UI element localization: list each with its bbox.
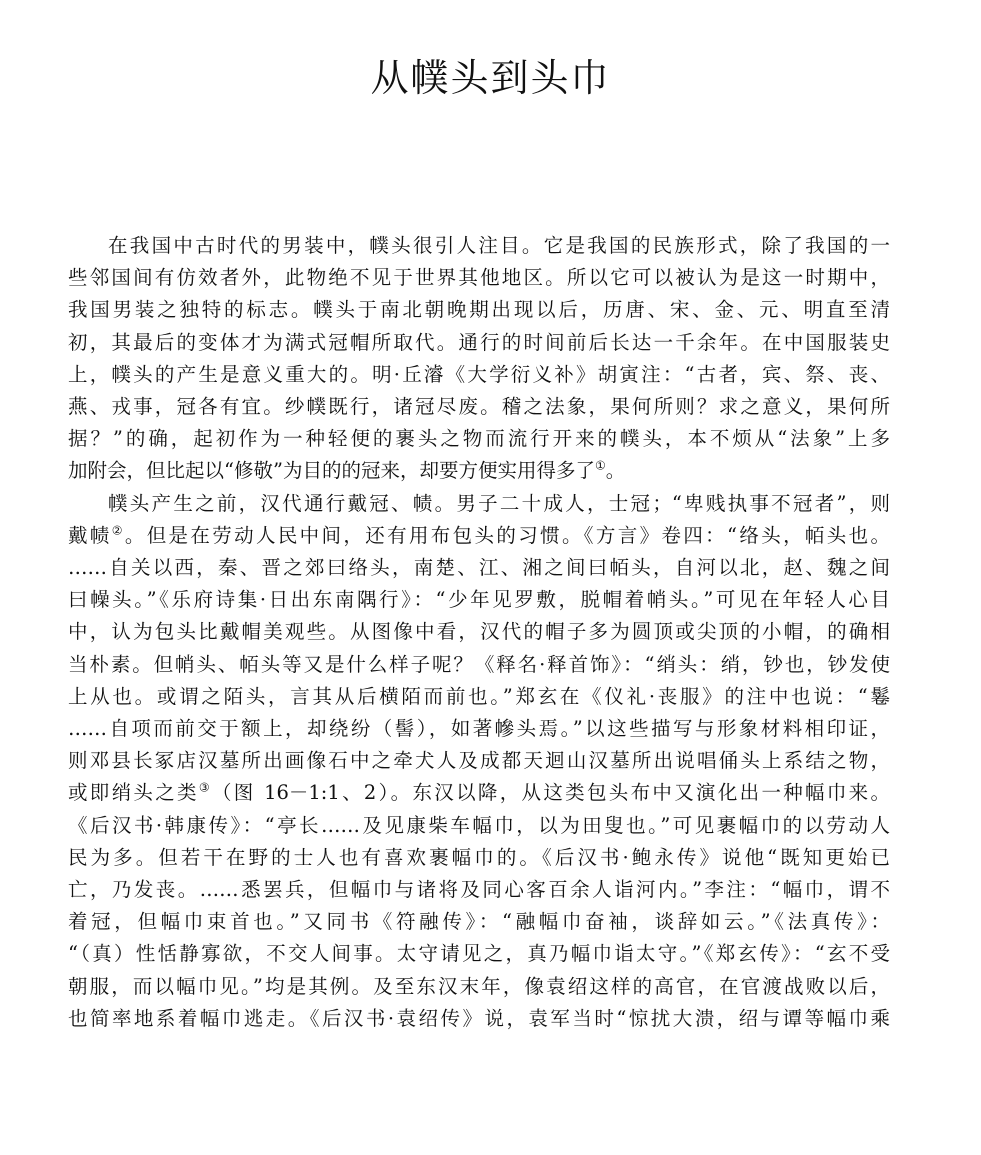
text-line: 在我国中古时代的男装中，幞头很引人注目。它是我国的民族形式，除了我国的一 [108,234,890,257]
text-line: 燕、戎事，冠各有宜。纱幞既行，诸冠尽废。稽之法象，果何所则？求之意义，果何所 [68,395,890,419]
paragraph [68,230,890,488]
text-line: 幞头产生之前，汉代通行戴冠、帻。男子二十成人，士冠；“卑贱执事不冠者”，则 [108,491,890,515]
text-line: 《后汉书·韩康传》：“亭长……及见康柴车幅巾，以为田叟也。”可见裹幅巾的以劳动人 [68,813,890,837]
text-line: 中，认为包头比戴帽美观些。从图像中看，汉代的帽子多为圆顶或尖顶的小帽，的确相 [68,620,890,644]
footnote-marker[interactable]: ② [111,523,125,538]
footnote-marker[interactable]: ③ [198,780,212,795]
text-line: 上，幞头的产生是意义重大的。明·丘濬《大学衍义补》胡寅注：“古者，宾、祭、丧、 [68,362,890,386]
paragraph [68,488,890,1035]
text-line: “（真）性恬静寡欲，不交人间事。太守请见之，真乃幅巾诣太守。”《郑玄传》：“玄不受 [68,942,890,966]
text-line [68,455,890,487]
text-line: 则邓县长冢店汉墓所出画像石中之牵犬人及成都天迴山汉墓所出说唱俑头上系结之物， [68,749,890,773]
text-line [68,520,890,552]
text-line: 民为多。但若干在野的士人也有喜欢裹幅巾的。《后汉书·鲍永传》说他“既知更始已 [68,845,890,869]
text-line: 亡，乃发丧。……悉罢兵，但幅巾与诸将及同心客百余人诣河内。”李注：“幅巾，谓不 [68,878,890,902]
text-line: 上从也。或谓之陌头，言其从后横陌而前也。”郑玄在《仪礼·丧服》的注中也说：“鬈 [68,684,890,708]
text-line: 着冠，但幅巾束首也。”又同书《符融传》：“融幅巾奋袖，谈辞如云。”《法真传》： [68,910,890,934]
line-text-after: 。 [605,459,626,483]
line-text-after: 。但是在劳动人民中间，还有用布包头的习惯。《方言》卷四：“络头，帞头也。 [124,523,890,547]
line-text-after: （图 16－1:1、2）。东汉以降，从这类包头布中又演化出一种幅巾来。 [211,781,890,805]
text-line: 也简率地系着幅巾逃走。《后汉书·袁绍传》说，袁军当时“惊扰大溃，绍与谭等幅巾乘 [68,1006,890,1030]
text-line: ……自项而前交于额上，却绕纷（髻），如著幓头焉。”以这些描写与形象材料相印证， [68,717,890,741]
body-text [68,230,890,1035]
page-title: 从幞头到头巾 [370,56,611,100]
text-line: 初，其最后的变体才为满式冠帽所取代。通行的时间前后长达一千余年。在中国服装史 [68,330,890,354]
text-line: 些邻国间有仿效者外，此物绝不见于世界其他地区。所以它可以被认为是这一时期中， [68,266,890,290]
footnote-marker[interactable]: ① [594,458,606,473]
text-line: ……自关以西，秦、晋之郊曰络头，南楚、江、湘之间曰帞头，自河以北，赵、魏之间 [68,556,890,580]
line-text: 加附会，但比起以“修敬”为目的的冠来，却要方便实用得多了 [68,459,595,483]
text-line: 当朴素。但帩头、帞头等又是什么样子呢？《释名·释首饰》：“绡头：绡，钞也，钞发使 [68,652,890,676]
text-line: 我国男装之独特的标志。幞头于南北朝晚期出现以后，历唐、宋、金、元、明直至清 [68,298,890,322]
text-line: 据？”的确，起初作为一种轻便的裹头之物而流行开来的幞头，本不烦从“法象”上多 [68,427,890,451]
text-line [68,777,890,809]
text-line: 曰幧头。”《乐府诗集·日出东南隅行》：“少年见罗敷，脱帽着帩头。”可见在年轻人心目 [68,588,890,612]
text-line: 朝服，而以幅巾见。”均是其例。及至东汉末年，像袁绍这样的高官，在官渡战败以后， [68,974,890,998]
line-text: 或即绡头之类 [68,781,199,805]
line-text: 戴帻 [68,523,112,547]
